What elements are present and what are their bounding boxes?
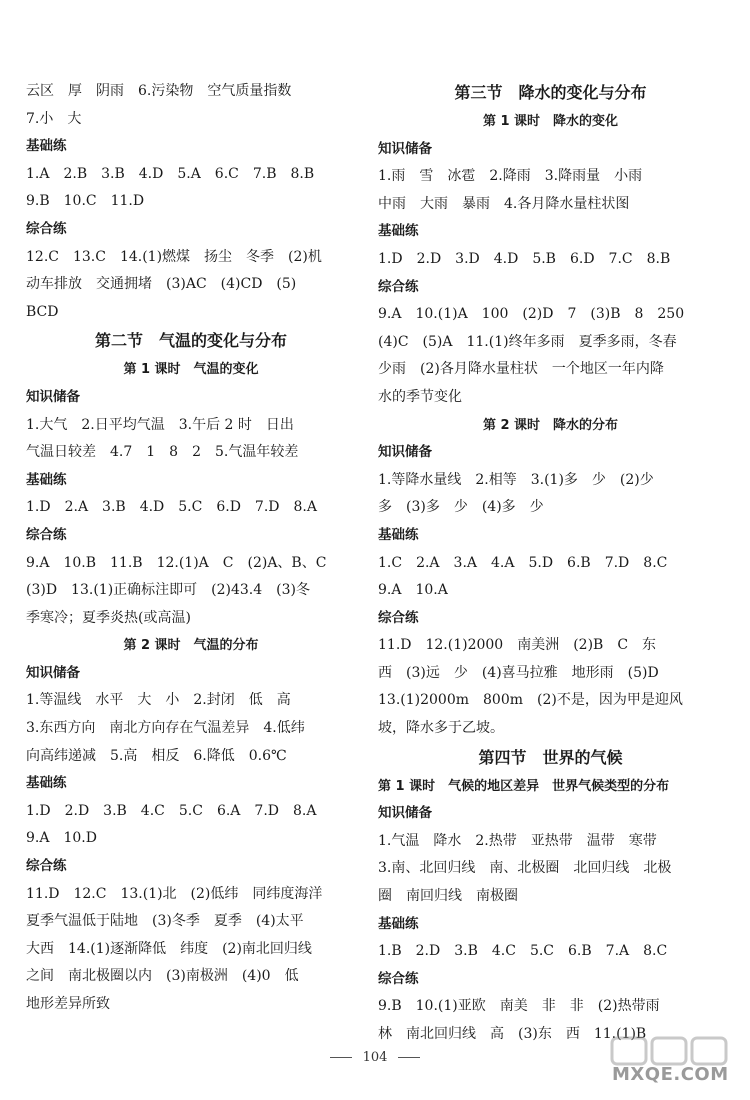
answer-line: 向高纬递减 5.高 相反 6.降低 0.6℃ xyxy=(26,747,287,764)
answer-line: 中雨 大雨 暴雨 4.各月降水量柱状图 xyxy=(378,195,630,212)
answer-line: 9.A 10.(1)A 100 (2)D 7 (3)B 8 250 xyxy=(378,306,685,323)
answer-line: (4)C (5)A 11.(1)终年多雨 夏季多雨，冬春 xyxy=(378,333,677,350)
answer-line: 坡，降水多于乙坡。 xyxy=(378,720,504,737)
subsection-label: 综合练 xyxy=(378,970,419,987)
answer-line: 夏季气温低于陆地 (3)冬季 夏季 (4)太平 xyxy=(26,913,304,930)
subsection-label: 知识储备 xyxy=(26,664,80,681)
answer-line: 之间 南北极圈以内 (3)南极洲 (4)0 低 xyxy=(26,968,299,985)
answer-line: BCD xyxy=(26,303,59,320)
section-title: 第四节 世界的气候 xyxy=(478,747,623,767)
answer-line: 1.D 2.D 3.B 4.C 5.C 6.A 7.D 8.A xyxy=(26,802,317,819)
answer-line: (3)D 13.(1)正确标注即可 (2)43.4 (3)冬 xyxy=(26,582,310,599)
answer-line: 气温日较差 4.7 1 8 2 5.气温年较差 xyxy=(26,444,299,461)
section-title: 第二节 气温的变化与分布 xyxy=(94,331,287,351)
answer-line: 9.A 10.A xyxy=(378,582,448,599)
subsection-label: 综合练 xyxy=(378,609,419,626)
watermark-text: MXQE.COM xyxy=(612,1064,729,1085)
lesson-title: 第 1 课时 气温的变化 xyxy=(123,362,259,378)
subsection-label: 综合练 xyxy=(26,858,67,875)
subsection-label: 基础练 xyxy=(378,526,419,543)
lesson-title: 第 1 课时 气候的地区差异 世界气候类型的分布 xyxy=(378,778,670,794)
subsection-label: 综合练 xyxy=(26,220,67,237)
page-number: 104 xyxy=(362,1050,388,1065)
left-column xyxy=(26,78,356,1019)
answer-line: 9.B 10.(1)亚欧 南美 非 非 (2)热带雨 xyxy=(378,998,660,1015)
subsection-label: 综合练 xyxy=(378,278,419,295)
right-column xyxy=(378,78,723,1049)
subsection-label: 基础练 xyxy=(378,223,419,240)
answer-line: 少雨 (2)各月降水量柱状 一个地区一年内降 xyxy=(378,361,664,378)
answer-line: 1.等降水量线 2.相等 3.(1)多 少 (2)少 xyxy=(378,471,654,488)
answer-line: 1.A 2.B 3.B 4.D 5.A 6.C 7.B 8.B xyxy=(26,165,315,182)
answer-line: 11.D 12.(1)2000 南美洲 (2)B C 东 xyxy=(378,637,657,654)
lesson-title: 第 2 课时 降水的分布 xyxy=(482,417,619,433)
subsection-label: 知识储备 xyxy=(26,388,80,405)
answer-line: 9.A 10.B 11.B 12.(1)A C (2)A、B、C xyxy=(26,554,327,571)
answer-line: 3.东西方向 南北方向存在气温差异 4.低纬 xyxy=(26,720,305,737)
footer-dash-left xyxy=(330,1057,352,1058)
answer-line: 西 (3)远 少 (4)喜马拉雅 地形雨 (5)D xyxy=(378,664,659,681)
answer-line: 多 (3)多 少 (4)多 少 xyxy=(378,499,544,516)
subsection-label: 知识储备 xyxy=(378,444,432,461)
answer-line: 云区 厚 阴雨 6.污染物 空气质量指数 xyxy=(26,83,292,99)
answer-line: 动车排放 交通拥堵 (3)AC (4)CD (5) xyxy=(26,276,297,293)
answer-line: 9.B 10.C 11.D xyxy=(26,193,145,210)
answer-line: 9.A 10.D xyxy=(26,830,97,847)
answer-line: 3.南、北回归线 南、北极圈 北回归线 北极 xyxy=(378,860,672,877)
answer-line: 7.小 大 xyxy=(26,110,82,127)
subsection-label: 综合练 xyxy=(26,526,67,543)
answer-line: 地形差异所致 xyxy=(26,996,110,1012)
subsection-label: 基础练 xyxy=(26,138,67,155)
answer-line: 1.等温线 水平 大 小 2.封闭 低 高 xyxy=(26,692,291,709)
subsection-label: 知识储备 xyxy=(378,805,432,822)
answer-line: 13.(1)2000m 800m (2)不是，因为甲是迎风 xyxy=(378,692,683,709)
subsection-label: 基础练 xyxy=(378,915,419,932)
answer-line: 1.雨 雪 冰雹 2.降雨 3.降雨量 小雨 xyxy=(378,168,643,185)
subsection-label: 基础练 xyxy=(26,775,67,792)
answer-line: 1.D 2.A 3.B 4.D 5.C 6.D 7.D 8.A xyxy=(26,499,317,516)
lesson-title: 第 1 课时 降水的变化 xyxy=(482,114,619,129)
section-title: 第三节 降水的变化与分布 xyxy=(454,83,647,102)
answer-line: 11.D 12.C 13.(1)北 (2)低纬 同纬度海洋 xyxy=(26,885,323,902)
answer-line: 1.大气 2.日平均气温 3.午后 2 时 日出 xyxy=(26,416,294,433)
answer-line: 1.D 2.D 3.D 4.D 5.B 6.D 7.C 8.B xyxy=(378,250,671,267)
answer-line: 大西 14.(1)逐渐降低 纬度 (2)南北回归线 xyxy=(26,940,312,957)
subsection-label: 基础练 xyxy=(26,471,67,488)
answer-line: 水的季节变化 xyxy=(378,388,462,405)
subsection-label: 知识储备 xyxy=(378,140,432,157)
footer-dash-right xyxy=(398,1057,420,1058)
answer-line: 12.C 13.C 14.(1)燃煤 扬尘 冬季 (2)机 xyxy=(26,248,322,265)
answer-line: 林 南北回归线 高 (3)东 西 11.(1)B xyxy=(378,1026,647,1042)
answer-line: 季寒冷；夏季炎热(或高温) xyxy=(26,609,191,626)
answer-line: 1.气温 降水 2.热带 亚热带 温带 寒带 xyxy=(378,832,657,849)
answer-line: 圈 南回归线 南极圈 xyxy=(378,888,518,905)
answer-line: 1.C 2.A 3.A 4.A 5.D 6.B 7.D 8.C xyxy=(378,554,668,571)
answer-line: 1.B 2.D 3.B 4.C 5.C 6.B 7.A 8.C xyxy=(378,943,668,960)
lesson-title: 第 2 课时 气温的分布 xyxy=(123,638,259,654)
